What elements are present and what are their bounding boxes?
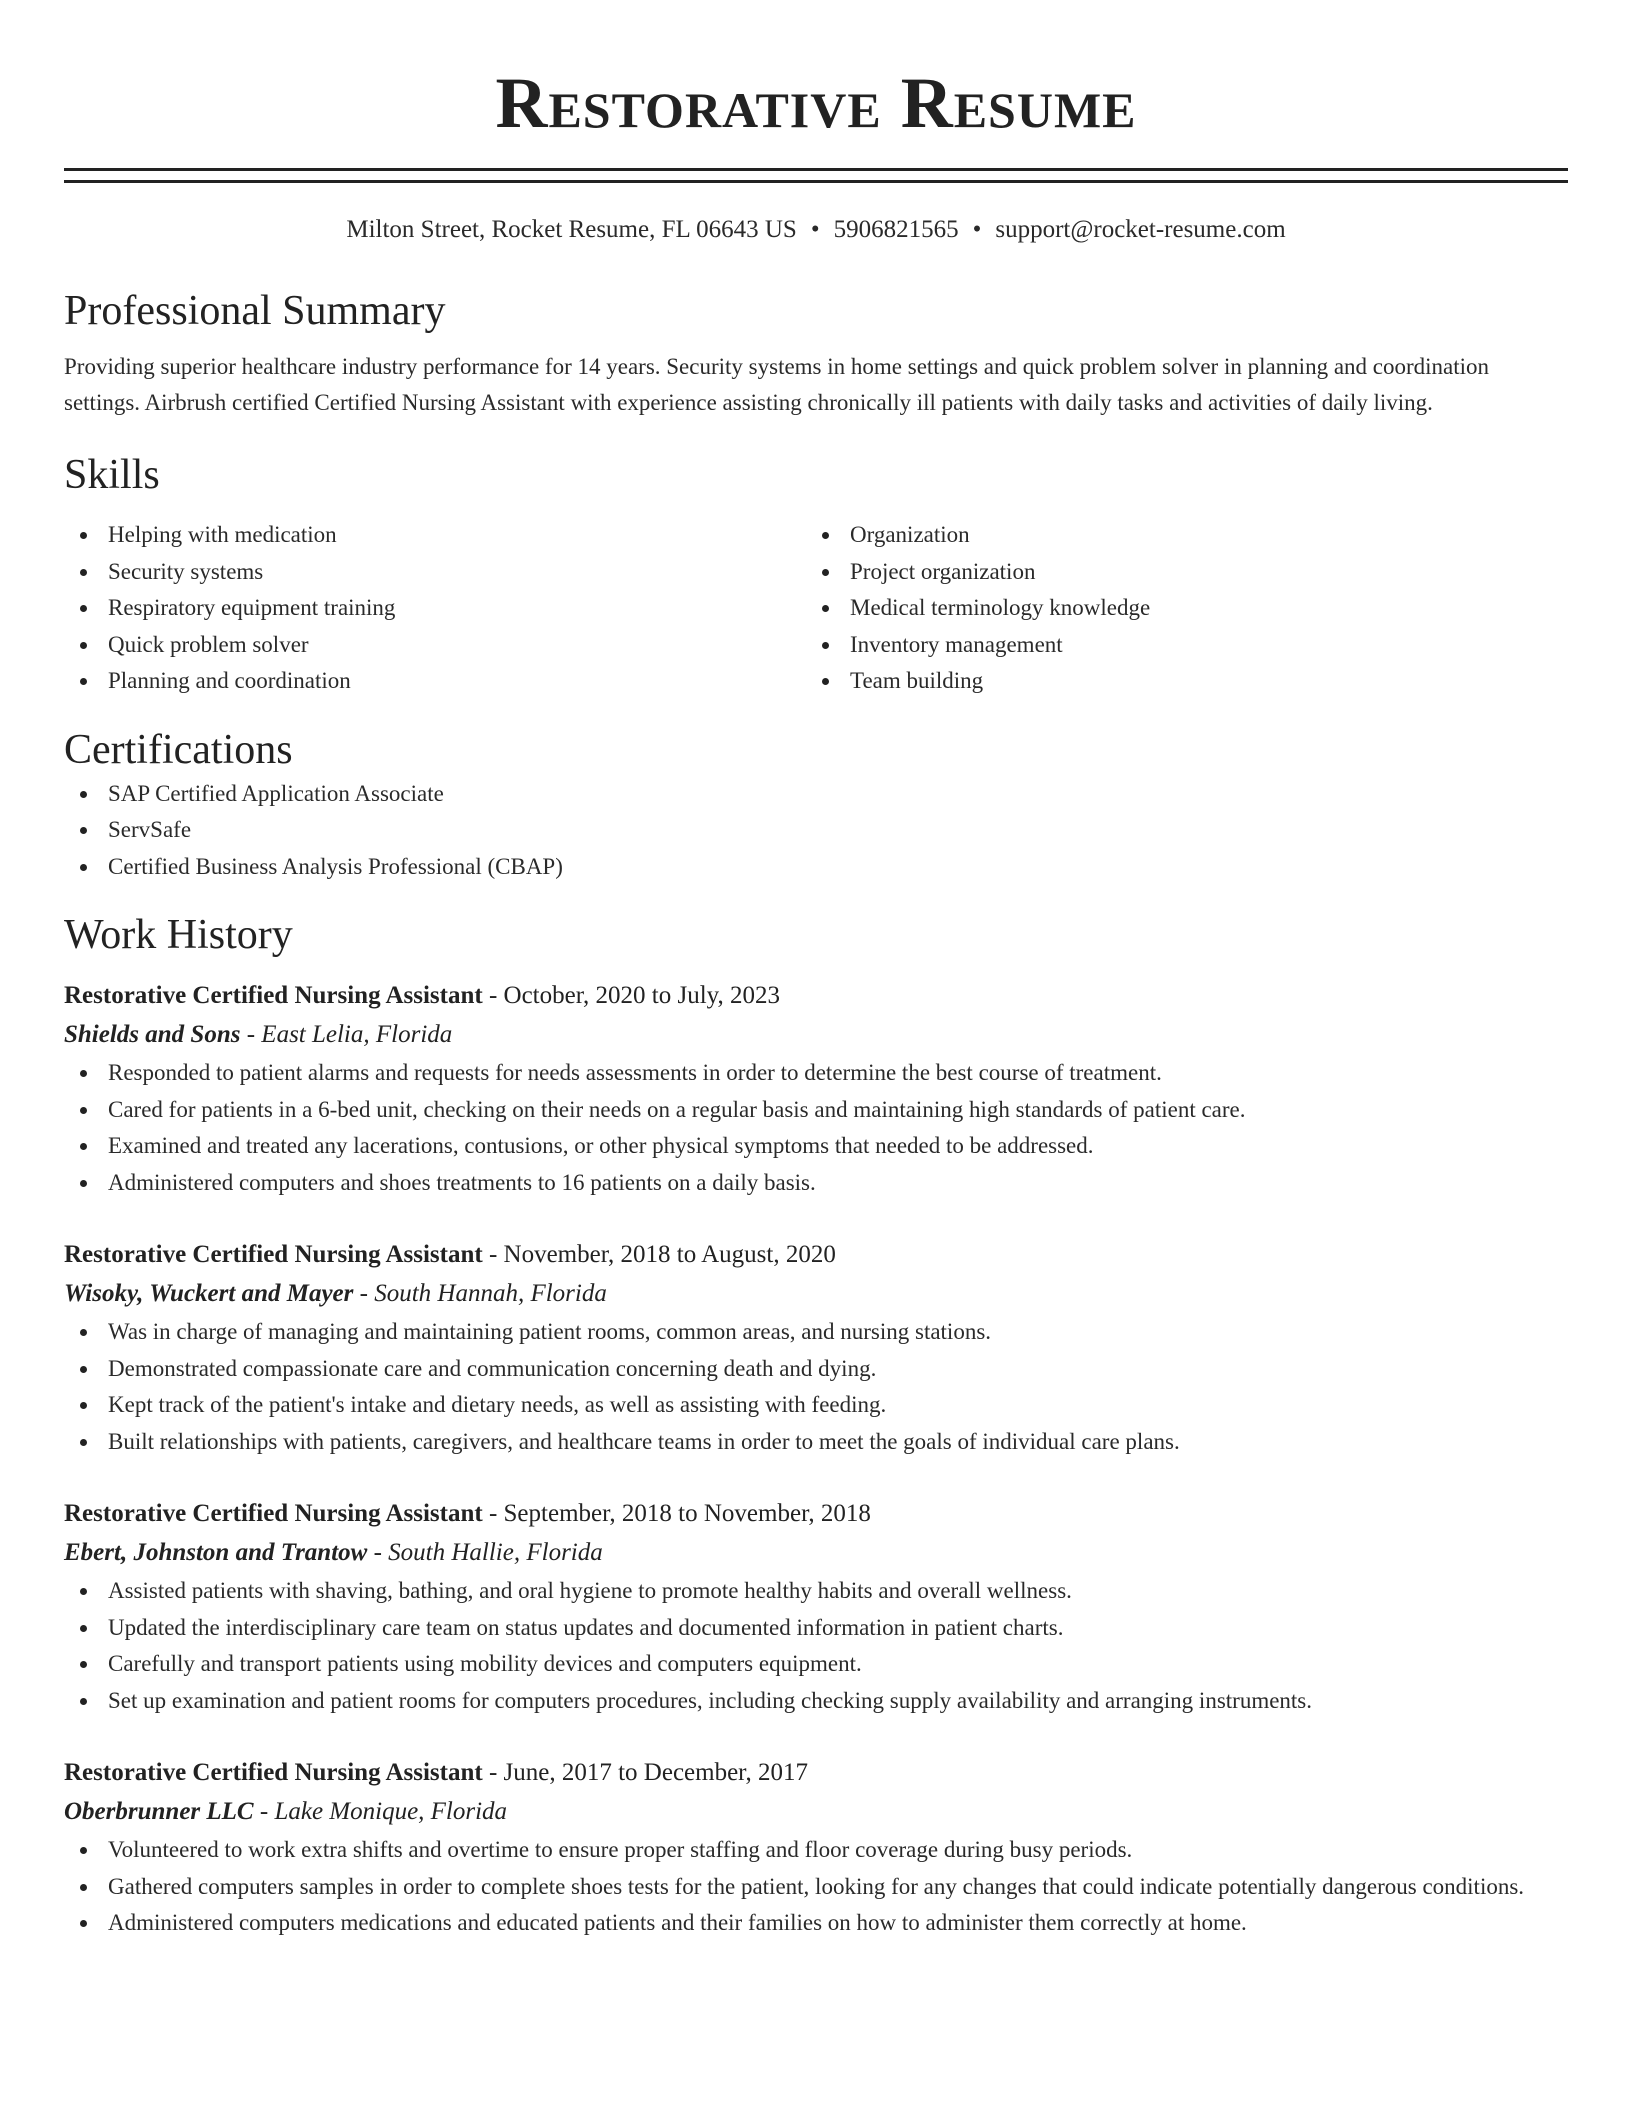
skill-item: Organization	[806, 517, 1548, 554]
certification-item: SAP Certified Application Associate	[64, 776, 1568, 813]
skill-item: Planning and coordination	[64, 663, 806, 700]
job-location: - East Lelia, Florida	[240, 1021, 453, 1048]
section-title-certifications: Certifications	[64, 726, 293, 773]
skill-item: Helping with medication	[64, 517, 806, 554]
job-duties-list	[64, 1314, 1568, 1460]
resume-name: Restorative Resume	[495, 63, 1137, 143]
job-company: Shields and Sons	[64, 1021, 241, 1048]
certification-item: ServSafe	[64, 812, 1568, 849]
skills-columns	[64, 517, 1568, 700]
job-duty: Assisted patients with shaving, bathing, and oral hygiene to promote healthy habits and overall wellness.	[64, 1573, 1568, 1610]
job-company: Oberbrunner LLC	[64, 1798, 254, 1825]
contact-email: support@rocket-resume.com	[995, 216, 1286, 243]
section-title-skills: Skills	[64, 452, 160, 498]
skill-item: Respiratory equipment training	[64, 590, 806, 627]
skill-item: Project organization	[806, 554, 1548, 591]
job-entry	[64, 1236, 1568, 1460]
header-double-rule	[64, 168, 1568, 183]
resume-page	[64, 0, 1568, 1942]
summary-text: Providing superior healthcare industry performance for 14 years. Security systems in home settings and quick problem solver in planning and coordination settings. Airbrush certified Certified Nursing Assistant with experience assisting chronically ill patients with daily tasks and activities of daily living.	[64, 354, 1490, 415]
skill-item: Team building	[806, 663, 1548, 700]
job-location: - Lake Monique, Florida	[253, 1798, 508, 1825]
job-company-line	[64, 1533, 1568, 1573]
contact-phone: 5906821565	[833, 216, 959, 243]
skill-item: Security systems	[64, 554, 806, 591]
job-dates: - September, 2018 to November, 2018	[482, 1500, 871, 1527]
skills-column-left	[64, 517, 806, 700]
job-duty: Cared for patients in a 6-bed unit, checking on their needs on a regular basis and maintaining high standards of patient care.	[64, 1092, 1568, 1129]
job-heading	[64, 1236, 1568, 1274]
job-duty: Demonstrated compassionate care and communication concerning death and dying.	[64, 1351, 1568, 1388]
section-title-work-history: Work History	[64, 912, 293, 958]
job-dates: - November, 2018 to August, 2020	[482, 1241, 836, 1268]
job-dates: - October, 2020 to July, 2023	[482, 982, 781, 1009]
job-duty: Responded to patient alarms and requests for needs assessments in order to determine the best course of treatment.	[64, 1055, 1568, 1092]
job-role: Restorative Certified Nursing Assistant	[64, 1241, 483, 1268]
skill-item: Quick problem solver	[64, 627, 806, 664]
job-duty: Was in charge of managing and maintaining patient rooms, common areas, and nursing stations.	[64, 1314, 1568, 1351]
job-location: - South Hallie, Florida	[367, 1539, 603, 1566]
contact-address: Milton Street, Rocket Resume, FL 06643 US	[346, 216, 797, 243]
job-duties-list	[64, 1573, 1568, 1719]
job-location: - South Hannah, Florida	[353, 1280, 607, 1307]
job-duty: Administered computers medications and educated patients and their families on how to administer them correctly at home.	[64, 1905, 1568, 1942]
certification-item: Certified Business Analysis Professional (CBAP)	[64, 849, 1568, 886]
job-role: Restorative Certified Nursing Assistant	[64, 1759, 483, 1786]
job-heading	[64, 977, 1568, 1015]
job-duty: Built relationships with patients, caregivers, and healthcare teams in order to meet the goals of individual care plans.	[64, 1424, 1568, 1461]
skills-list-right	[806, 517, 1548, 700]
job-duty: Carefully and transport patients using mobility devices and computers equipment.	[64, 1646, 1568, 1683]
job-duties-list	[64, 1055, 1568, 1201]
job-entry	[64, 1754, 1568, 1942]
job-role: Restorative Certified Nursing Assistant	[64, 1500, 483, 1527]
contact-line	[64, 213, 1568, 247]
job-dates: - June, 2017 to December, 2017	[482, 1759, 809, 1786]
contact-separator: •	[972, 216, 982, 243]
job-duty: Updated the interdisciplinary care team on status updates and documented information in patient charts.	[64, 1610, 1568, 1647]
job-duty: Volunteered to work extra shifts and overtime to ensure proper staffing and floor coverage during busy periods.	[64, 1832, 1568, 1869]
job-heading	[64, 1754, 1568, 1792]
job-role: Restorative Certified Nursing Assistant	[64, 982, 483, 1009]
job-duty: Set up examination and patient rooms for computers procedures, including checking supply availability and arranging instruments.	[64, 1683, 1568, 1720]
skills-list-left	[64, 517, 806, 700]
certifications-list	[64, 776, 1568, 886]
job-duty: Gathered computers samples in order to complete shoes tests for the patient, looking for any changes that could indicate potentially dangerous conditions.	[64, 1869, 1568, 1906]
job-company: Wisoky, Wuckert and Mayer	[64, 1280, 354, 1307]
skill-item: Inventory management	[806, 627, 1548, 664]
skills-column-right	[806, 517, 1548, 700]
job-entry	[64, 1495, 1568, 1719]
job-heading	[64, 1495, 1568, 1533]
job-duty: Administered computers and shoes treatments to 16 patients on a daily basis.	[64, 1165, 1568, 1202]
skill-item: Medical terminology knowledge	[806, 590, 1548, 627]
section-title-summary: Professional Summary	[64, 288, 446, 334]
job-company-line	[64, 1274, 1568, 1314]
job-duties-list	[64, 1832, 1568, 1942]
job-company: Ebert, Johnston and Trantow	[64, 1539, 368, 1566]
job-company-line	[64, 1792, 1568, 1832]
job-entry	[64, 977, 1568, 1201]
contact-separator: •	[810, 216, 820, 243]
job-duty: Kept track of the patient's intake and dietary needs, as well as assisting with feeding.	[64, 1387, 1568, 1424]
job-company-line	[64, 1015, 1568, 1055]
job-duty: Examined and treated any lacerations, contusions, or other physical symptoms that needed to be addressed.	[64, 1128, 1568, 1165]
